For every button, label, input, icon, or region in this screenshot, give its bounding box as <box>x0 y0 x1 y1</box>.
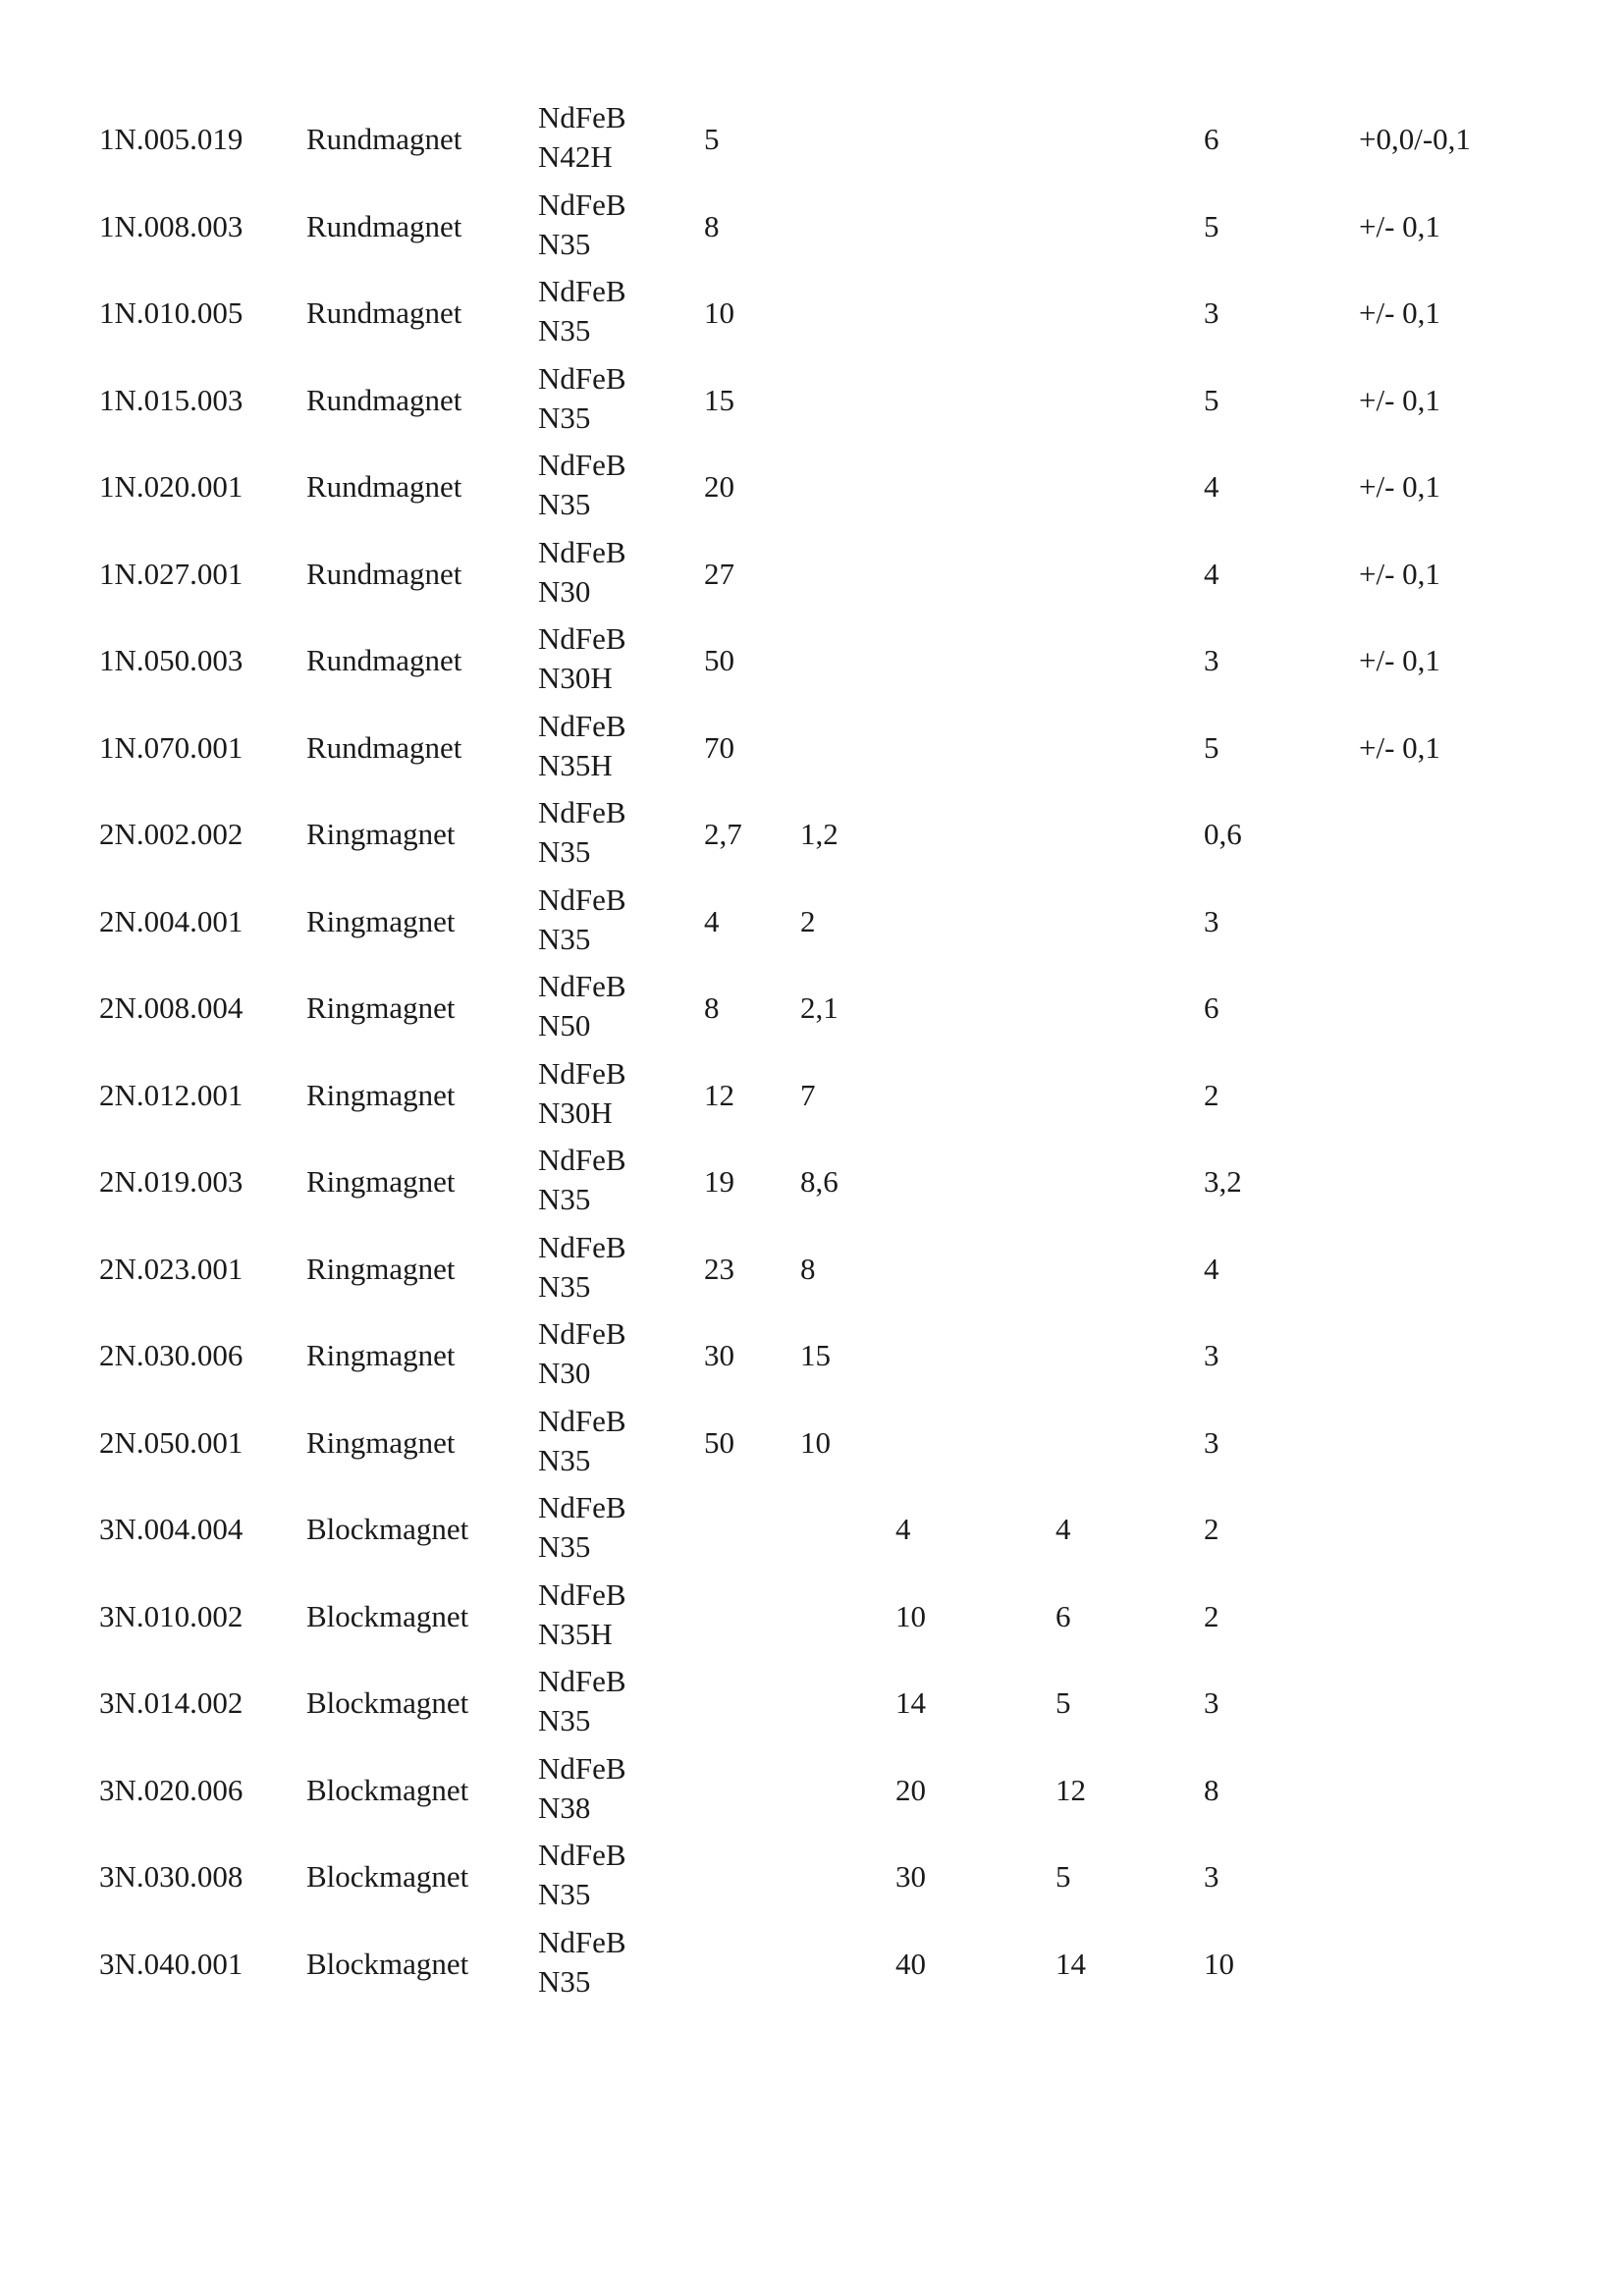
article-number: 2N.050.001 <box>99 1424 244 1460</box>
material: NdFeB <box>538 881 626 917</box>
grade: N30 <box>538 573 591 609</box>
article-number: 2N.002.002 <box>99 817 244 851</box>
width: 6 <box>1056 1598 1071 1633</box>
table-row <box>0 1314 1624 1401</box>
table-row <box>0 1402 1624 1488</box>
material-cell <box>538 1488 626 1567</box>
tolerance: +/- 0,1 <box>1359 208 1440 243</box>
material: NdFeB <box>538 1490 626 1524</box>
material: NdFeB <box>538 1316 626 1351</box>
table-row <box>0 1662 1624 1748</box>
height: 3 <box>1204 1859 1219 1894</box>
table-row <box>0 1923 1624 2009</box>
outer-diameter: 12 <box>704 1077 734 1112</box>
article-number: 2N.023.001 <box>99 1251 244 1286</box>
inner-diameter: 2,1 <box>800 990 839 1025</box>
magnet-type: Ringmagnet <box>306 1424 456 1460</box>
grade: N35 <box>538 1182 591 1216</box>
grade: N35 <box>538 313 591 347</box>
height: 6 <box>1204 990 1219 1025</box>
width: 14 <box>1056 1946 1086 1981</box>
outer-diameter: 70 <box>704 729 734 765</box>
height: 5 <box>1204 729 1219 765</box>
height: 2 <box>1204 1598 1219 1633</box>
length: 4 <box>895 1512 911 1546</box>
grade: N35 <box>538 1703 591 1737</box>
height: 3 <box>1204 295 1219 330</box>
length: 20 <box>895 1772 926 1807</box>
grade: N35 <box>538 921 591 956</box>
outer-diameter: 30 <box>704 1338 734 1372</box>
table-row <box>0 967 1624 1053</box>
material: NdFeB <box>538 969 626 1003</box>
tolerance: +/- 0,1 <box>1359 729 1440 765</box>
height: 2 <box>1204 1512 1219 1546</box>
material-cell <box>538 186 626 264</box>
grade: N50 <box>538 1008 591 1042</box>
length: 40 <box>895 1946 926 1981</box>
inner-diameter: 15 <box>800 1338 831 1372</box>
table-row <box>0 272 1624 358</box>
width: 4 <box>1056 1512 1071 1546</box>
tolerance: +/- 0,1 <box>1359 295 1440 330</box>
material: NdFeB <box>538 534 626 569</box>
material-cell <box>538 1923 626 2002</box>
height: 3 <box>1204 643 1219 677</box>
table-row <box>0 446 1624 532</box>
magnet-type: Ringmagnet <box>306 1077 456 1112</box>
material-cell <box>538 1402 626 1480</box>
material: NdFeB <box>538 1838 626 1872</box>
grade: N35 <box>538 834 591 869</box>
material-cell <box>538 1228 626 1307</box>
table-row <box>0 1488 1624 1575</box>
outer-diameter: 19 <box>704 1164 734 1199</box>
grade: N35 <box>538 1963 591 1999</box>
grade: N35H <box>538 747 613 782</box>
material: NdFeB <box>538 274 626 308</box>
magnet-type: Rundmagnet <box>306 643 462 677</box>
height: 10 <box>1204 1946 1234 1981</box>
width: 5 <box>1056 1685 1071 1720</box>
table-row <box>0 793 1624 880</box>
grade: N35 <box>538 1268 591 1304</box>
inner-diameter: 2 <box>800 903 816 938</box>
article-number: 2N.008.004 <box>99 990 244 1025</box>
height: 3 <box>1204 1685 1219 1720</box>
outer-diameter: 8 <box>704 990 720 1025</box>
grade: N35 <box>538 400 591 435</box>
material-cell <box>538 619 626 698</box>
article-number: 3N.030.008 <box>99 1859 244 1894</box>
material-cell <box>538 1662 626 1740</box>
table-row <box>0 1054 1624 1141</box>
material-cell <box>538 793 626 872</box>
height: 4 <box>1204 469 1219 504</box>
magnet-type: Blockmagnet <box>306 1859 469 1894</box>
table-row <box>0 186 1624 272</box>
material: NdFeB <box>538 621 626 656</box>
magnet-type: Ringmagnet <box>306 903 456 938</box>
material: NdFeB <box>538 1229 626 1264</box>
magnet-type: Rundmagnet <box>306 122 462 156</box>
grade: N30 <box>538 1356 591 1390</box>
material-cell <box>538 881 626 959</box>
material-cell <box>538 1141 626 1219</box>
article-number: 3N.040.001 <box>99 1946 244 1981</box>
material: NdFeB <box>538 1750 626 1786</box>
article-number: 1N.070.001 <box>99 729 244 765</box>
material-cell <box>538 98 626 177</box>
magnet-type: Rundmagnet <box>306 208 462 243</box>
material-cell <box>538 359 626 438</box>
table-row <box>0 707 1624 793</box>
length: 30 <box>895 1859 926 1894</box>
magnet-type: Blockmagnet <box>306 1512 469 1546</box>
magnet-type: Blockmagnet <box>306 1598 469 1633</box>
grade: N35H <box>538 1616 613 1651</box>
grade: N35 <box>538 1442 591 1477</box>
material-cell <box>538 1575 626 1654</box>
magnet-type: Ringmagnet <box>306 1164 456 1199</box>
material-cell <box>538 967 626 1045</box>
outer-diameter: 15 <box>704 382 734 417</box>
height: 2 <box>1204 1077 1219 1112</box>
table-row <box>0 533 1624 619</box>
grade: N35 <box>538 1877 591 1911</box>
grade: N30H <box>538 661 613 695</box>
width: 5 <box>1056 1859 1071 1894</box>
article-number: 1N.005.019 <box>99 122 244 156</box>
material: NdFeB <box>538 1576 626 1612</box>
height: 3 <box>1204 903 1219 938</box>
outer-diameter: 2,7 <box>704 817 742 851</box>
article-number: 1N.020.001 <box>99 469 244 504</box>
grade: N35 <box>538 487 591 521</box>
height: 3 <box>1204 1424 1219 1460</box>
material: NdFeB <box>538 1664 626 1698</box>
article-number: 3N.014.002 <box>99 1685 244 1720</box>
article-number: 1N.008.003 <box>99 208 244 243</box>
table-row <box>0 1749 1624 1836</box>
inner-diameter: 8,6 <box>800 1164 839 1199</box>
article-number: 2N.030.006 <box>99 1338 244 1372</box>
width: 12 <box>1056 1772 1086 1807</box>
material-cell <box>538 1749 626 1828</box>
material: NdFeB <box>538 1143 626 1177</box>
article-number: 2N.004.001 <box>99 903 244 938</box>
table-row <box>0 881 1624 967</box>
material: NdFeB <box>538 360 626 396</box>
tolerance: +/- 0,1 <box>1359 469 1440 504</box>
article-number: 2N.019.003 <box>99 1164 244 1199</box>
outer-diameter: 10 <box>704 295 734 330</box>
magnet-type: Ringmagnet <box>306 990 456 1025</box>
table-row <box>0 359 1624 446</box>
material: NdFeB <box>538 795 626 829</box>
height: 3,2 <box>1204 1164 1242 1199</box>
height: 6 <box>1204 122 1219 156</box>
height: 5 <box>1204 382 1219 417</box>
article-number: 1N.050.003 <box>99 643 244 677</box>
material: NdFeB <box>538 448 626 482</box>
length: 14 <box>895 1685 926 1720</box>
inner-diameter: 7 <box>800 1077 816 1112</box>
table-row <box>0 1141 1624 1227</box>
inner-diameter: 8 <box>800 1251 816 1286</box>
height: 3 <box>1204 1338 1219 1372</box>
table-row <box>0 1228 1624 1314</box>
outer-diameter: 23 <box>704 1251 734 1286</box>
material-cell <box>538 1314 626 1393</box>
article-number: 2N.012.001 <box>99 1077 244 1112</box>
material-cell <box>538 533 626 612</box>
magnet-type: Rundmagnet <box>306 295 462 330</box>
height: 4 <box>1204 556 1219 591</box>
length: 10 <box>895 1598 926 1633</box>
grade: N35 <box>538 226 591 261</box>
table-row <box>0 1575 1624 1662</box>
material: NdFeB <box>538 1403 626 1438</box>
magnet-type: Ringmagnet <box>306 817 456 851</box>
material: NdFeB <box>538 187 626 222</box>
grade: N38 <box>538 1789 591 1825</box>
article-number: 3N.020.006 <box>99 1772 244 1807</box>
material: NdFeB <box>538 100 626 134</box>
magnet-type: Blockmagnet <box>306 1685 469 1720</box>
material-cell <box>538 1836 626 1914</box>
height: 4 <box>1204 1251 1219 1286</box>
article-number: 3N.010.002 <box>99 1598 244 1633</box>
material-cell <box>538 272 626 350</box>
material: NdFeB <box>538 708 626 743</box>
tolerance: +/- 0,1 <box>1359 382 1440 417</box>
magnet-type: Rundmagnet <box>306 382 462 417</box>
table-row <box>0 98 1624 185</box>
table-row <box>0 1836 1624 1922</box>
tolerance: +0,0/-0,1 <box>1359 122 1471 156</box>
grade: N30H <box>538 1095 613 1130</box>
outer-diameter: 50 <box>704 1424 734 1460</box>
material: NdFeB <box>538 1924 626 1959</box>
material-cell <box>538 707 626 785</box>
article-number: 1N.027.001 <box>99 556 244 591</box>
material-cell <box>538 1054 626 1133</box>
height: 5 <box>1204 208 1219 243</box>
magnet-type: Ringmagnet <box>306 1251 456 1286</box>
magnet-type: Rundmagnet <box>306 729 462 765</box>
outer-diameter: 4 <box>704 903 720 938</box>
height: 0,6 <box>1204 817 1242 851</box>
inner-diameter: 10 <box>800 1424 831 1460</box>
material: NdFeB <box>538 1055 626 1091</box>
outer-diameter: 8 <box>704 208 720 243</box>
outer-diameter: 5 <box>704 122 720 156</box>
grade: N35 <box>538 1529 591 1564</box>
height: 8 <box>1204 1772 1219 1807</box>
outer-diameter: 50 <box>704 643 734 677</box>
article-number: 3N.004.004 <box>99 1512 244 1546</box>
material-cell <box>538 446 626 524</box>
magnet-type: Ringmagnet <box>306 1338 456 1372</box>
article-number: 1N.010.005 <box>99 295 244 330</box>
outer-diameter: 27 <box>704 556 734 591</box>
inner-diameter: 1,2 <box>800 817 839 851</box>
tolerance: +/- 0,1 <box>1359 556 1440 591</box>
grade: N42H <box>538 139 613 174</box>
table-row <box>0 619 1624 706</box>
magnet-type: Blockmagnet <box>306 1772 469 1807</box>
outer-diameter: 20 <box>704 469 734 504</box>
magnet-type: Rundmagnet <box>306 556 462 591</box>
article-number: 1N.015.003 <box>99 382 244 417</box>
magnet-type: Rundmagnet <box>306 469 462 504</box>
tolerance: +/- 0,1 <box>1359 643 1440 677</box>
magnet-type: Blockmagnet <box>306 1946 469 1981</box>
